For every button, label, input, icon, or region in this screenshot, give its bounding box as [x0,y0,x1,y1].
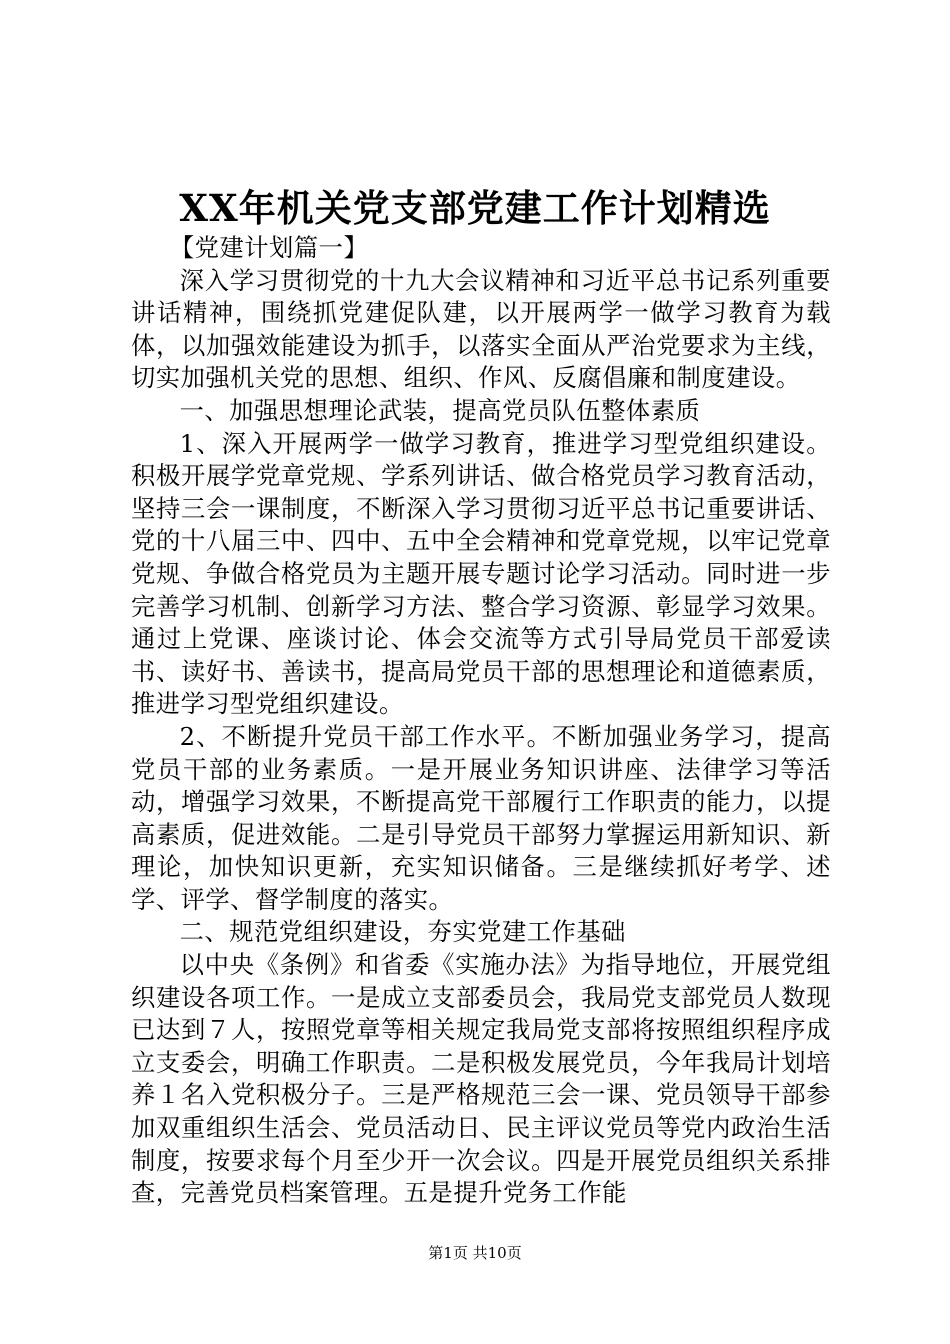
heading-section-2: 二、规范党组织建设，夯实党建工作基础 [179,917,626,947]
heading-section-1: 一、加强思想理论武装，提高党员队伍整体素质 [179,395,701,425]
paragraph-item-2: 2、不断提升党员干部工作水平。不断加强业务学习，提高党员干部的业务素质。一是开展业务知识讲座、法律学习等活动，增强学习效果，不断提高党干部履行工作职责的能力，以提高素质，促进效能。二是引导党员干部努力掌握运用新知识、新理论，加快知识更新，充实知识储备。三是继续抓好考学、述学、评学、督学制度的落实。 [131,721,831,914]
page-footer: 第1页 共10页 [428,1244,522,1262]
paragraph-section-2: 以中央《条例》和省委《实施办法》为指导地位，开展党组织建设各项工作。一是成立支部委员会，我局党支部党员人数现已达到７人，按照党章等相关规定我局党支部将按照组织程序成立支委会，明确工作职责。二是积极发展党员，今年我局计划培养１名入党积极分子。三是严格规范三会一课、党员领导干部参加双重组织生活会、党员活动日、民主评议党员等党内政治生活制度，按要求每个月至少开一次会议。四是开展党员组织关系排查，完善党员档案管理。五是提升党务工作能 [131,950,831,1208]
document-body [131,232,831,1210]
section-tag: 【党建计划篇一】 [169,233,369,262]
paragraph-item-1: 1、深入开展两学一做学习教育，推进学习型党组织建设。积极开展学党章党规、学系列讲话、做合格党员学习教育活动，坚持三会一课制度，不断深入学习贯彻习近平总书记重要讲话、党的十八届三中、四中、五中全会精神和党章党规，以牢记党章党规、争做合格党员为主题开展专题讨论学习活动。同时进一步完善学习机制、创新学习方法、整合学习资源、彰显学习效果。通过上党课、座谈讨论、体会交流等方式引导局党员干部爱读书、读好书、善读书，提高局党员干部的思想理论和道德素质，推进学习型党组织建设。 [131,428,831,719]
paragraph-intro: 深入学习贯彻党的十九大会议精神和习近平总书记系列重要讲话精神，围绕抓党建促队建，以开展两学一做学习教育为载体，以加强效能建设为抓手，以落实全面从严治党要求为主线，切实加强机关党的思想、组织、作风、反腐倡廉和制度建设。 [131,265,831,393]
document-title: XX年机关党支部党建工作计划精选 [179,186,771,230]
